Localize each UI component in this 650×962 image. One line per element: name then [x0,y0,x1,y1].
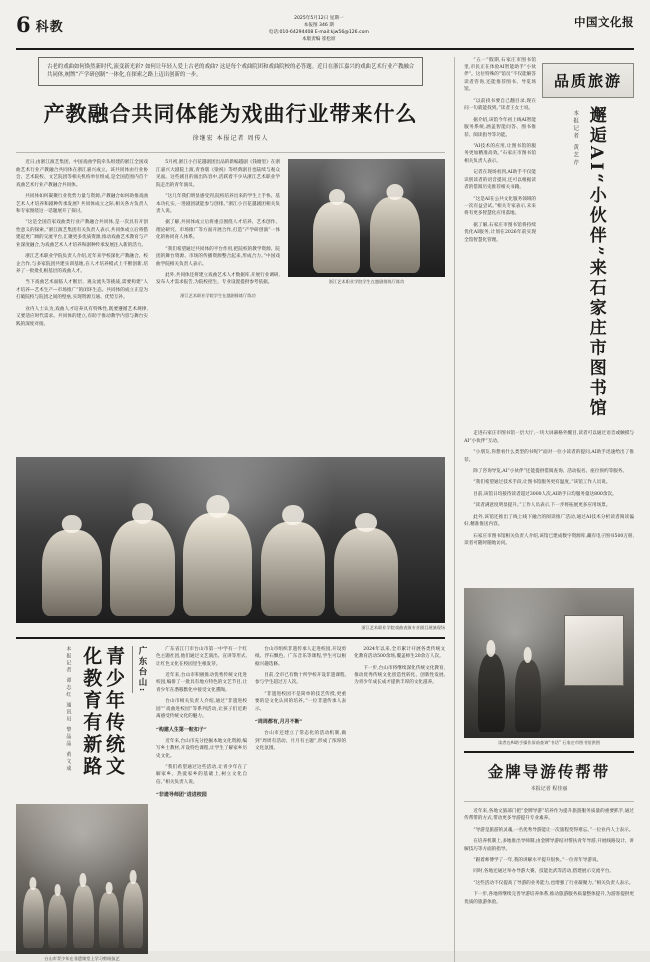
right-mid-text [464,430,634,584]
performer-figure [183,513,252,616]
paragraph: 广东省江门市台山市第一中学有一个红色主题社团,他们通过文艺演出、宣讲等形式,让红色文化在校园里生根发芽。 [156,646,248,667]
paragraph: “五一”假期,石家庄市图书馆里,市民正在体验AI智能助手“小伙伴”。这位特殊的“馆员”不仅能解答读者咨询,还能推荐图书、导览场馆。 [464,57,536,93]
right-top [464,57,634,427]
photo-caption: 浙江艺术职业学院戏曲表演专业剧目展演现场 [361,624,446,630]
section-byline: 本报记者 黄艺芹 [572,109,579,167]
paragraph: 近日,由浙江演艺集团、中国戏曲学院牵头组建的浙江全国戏曲艺术行业产教融合共同体在浙江嘉兴成立。该共同体由行业协会、艺术院校、文艺院团等相关机构单位组成,是全国范围内首个戏曲艺术行业产教融合共同体。 [16,160,148,188]
paragraph: “这是全国首家戏曲类行业产教融合共同体,是一次具有开创性意义的探索。”浙江演艺集团有关负责人表示,共同体成立后将搭建起更广阔的交流平台,汇聚更多优质资源,推动戏曲艺术教育与产业深度融合,为戏曲艺术人才培养和剧种传承发展注入新的活力。 [16,220,148,248]
feature-column-3 [354,646,445,962]
feature-column-1 [156,646,247,962]
paragraph: “我们希望通过共同体的平台作用,把院校的教学资源、院团的舞台资源、市场的传播资源整合起来,形成合力。”中国戏曲学院相关负责人表示。 [156,246,280,267]
paragraph: 目前,全市已有数十所学校开设非遗课程,参与学生超过万人次。 [255,672,347,686]
lead-photo-column [288,159,445,455]
paragraph: 据了解,共同体成立后将重点围绕人才培养、艺术创作、理论研究、市场推广等方面开展合作,打造“产学研创演”一体化的协同育人体系。 [156,220,280,241]
paragraph: “我们希望通过这些活动,让青少年在了解家乡、热爱家乡的基础上,树立文化自信。”相关负责人说。 [156,765,248,785]
paragraph: 在培养机制上,多地推出导师制,由金牌导游结对帮扶青年导游,开展线路设计、讲解技巧等方面的指导。 [464,839,634,852]
section-title: 金牌导游传帮带 [487,761,611,781]
student-figure [48,894,68,948]
masthead-left [16,14,64,35]
column-divider [454,57,455,962]
library-photo [464,588,634,738]
lead-column-1 [16,159,148,455]
feature-column-2 [255,646,346,962]
paragraph: “小朋友,你想看什么类型的书呢?”面对一位小读者的提问,AI助手迅速给出了推荐。 [464,450,634,463]
lead-headline: 产教融合共同体能为戏曲行业带来什么 [43,101,418,127]
student-figure [123,882,143,948]
paragraph: 除了咨询导览,AI“小伙伴”还能提供借阅查询、活动报名、座位预约等服务。 [473,469,627,475]
feature-byline: 本报记者 谭志红 通讯员 黎晶晶 黄文成 [65,645,72,773]
paragraph: 台山市组织非遗传承人走进校园,开设剪纸、浮石飘色、广东音乐等课程,学生可以根据兴趣选修。 [255,646,347,667]
subheading: “非遗导师团”进进校园 [156,792,207,799]
visitor-figure [478,654,505,732]
paragraph: 据介绍,该馆今年初上线AI智能服务系统,涵盖智能问答、图书推荐、阅读指导等功能。 [464,117,536,138]
brand-logo [542,63,634,98]
paragraph: 此外,该馆还推出了线上线下融合的阅读推广活动,通过AI技术分析读者阅读偏好,精准推送内容。 [464,514,634,528]
feature-body [156,646,445,962]
masthead-info [64,14,574,44]
paragraph: 近年来,各地文旅部门把“金牌导游”培养作为提升旅游服务质量的重要抓手,通过传帮带的方式,带动更多导游提升专业素养。 [464,808,634,822]
lead-byline: 徐继宏 本报记者 周传人 [192,135,269,143]
feature-title: 青少年传统文化教育有新路 [80,645,125,778]
lead-column-2 [156,159,280,455]
paragraph: 同时,各地还通过举办导游大赛、技能比武等活动,搭建展示交流平台。 [473,869,615,875]
lead-kicker: 古老的戏曲如何焕然新时代,演变新光彩? 如何让年轻人爱上古老的戏曲? 这是每个戏曲院团和戏曲院校的必答题。近日在浙江嘉兴的戏曲艺术行业产教融合共同体,树牌“产学研创制”一体化,在探索之路上迈出创新的一步。 [38,57,423,87]
opera-photo-1 [288,159,445,277]
performer-figure [334,528,398,616]
photo-caption: 读者在AI助手操作屏前查询“书话” 石家庄市图书馆供图 [498,739,600,745]
feature-section [16,646,445,962]
paragraph: 记者在现场看到,AI助手不仅能识别读者的语音提问,还可以根据读者的借阅历史推荐相关书籍。 [464,170,536,191]
paragraph: “我们希望通过技术手段,让图书馆服务更有温度。”该馆工作人员说。 [473,480,611,486]
contact-line: 电话:010-64294408 E-mail:kjw56@126.com [268,29,369,35]
section-divider [464,751,634,753]
performer-figure [313,202,360,273]
right-top-text [464,57,536,427]
paragraph: “这些活动不仅提高了导游的业务能力,也增强了行业凝聚力。”相关负责人表示。 [473,880,634,886]
right-column [464,57,634,962]
paragraph: 5月初,浙江小百花越剧团出品的新编越剧《钱塘里》在浙江嘉兴大剧院上演,青春版《梁祝》等经典剧目也陆续与观众见面。这些剧目的演出阵容中,活跃着不少从浙江艺术职业学院走出的青年演员。 [156,160,280,188]
paragraph: “导游是旅游的灵魂,一名优秀导游能让一次旅程变得难忘。”一位业内人士表示。 [473,827,634,833]
paper-name: 中国文化报 [574,15,634,29]
paragraph: 目前,该馆日均接待读者超过3000人次,AI助手日均服务量达800余次。 [473,491,617,497]
right-bottom-text [464,808,634,962]
section-divider [16,637,445,639]
visitor-figure [515,660,540,732]
classroom-photo [16,804,148,954]
performer-figure [370,197,420,273]
page-columns [16,57,634,962]
main-columns [16,57,445,962]
paragraph: 走进石家庄市图书馆一层大厅,一块大屏幕格外醒目,读者可以通过语音或触摸与AI“小伙伴”互动。 [464,431,634,444]
masthead [16,14,634,50]
paragraph: “以前找书要自己翻目录,现在问一句就能找到。”读者王女士说。 [464,98,536,112]
paragraph: 石家庄市图书馆相关负责人介绍,该馆已建成数字资源库,藏有电子图书500万册,读者可随时随地访问。 [464,533,634,547]
performer-figure [110,520,174,616]
paragraph: “这几年我们明显感受到,院校培养出来的学生上手快、基本功扎实,一进剧团就能参与创排。”浙江小百花越剧团相关负责人说。 [156,194,280,214]
section-title: 邂逅AI“小伙伴”来石家庄市图书馆 [585,105,606,419]
section-name: 科教 [35,20,64,35]
student-figure [23,888,44,948]
paragraph: 业内人士认为,戏曲人才培养具有特殊性,既要遵循艺术规律,又要适应时代需求。共同体的建立,有助于推动教学内容与舞台实践的深度对接。 [16,306,148,327]
screen-panel [564,615,624,686]
performer-figure [42,530,102,616]
paragraph: 近年来,台山市积极推动优秀传统文化进校园,编排了一批具有地方特色的文艺节目,让青少年在潜移默化中接受文化熏陶。 [156,672,248,693]
divider [16,152,445,153]
paragraph: 共同体如何凝聚行业优势力量与资源,产教融合如何助推戏曲艺术人才培养和剧种传承发展? 共同体成立之际,相关各方负责人和专家围绕这一话题展开了探讨。 [16,194,148,214]
student-figure [73,885,94,948]
paragraph: 当下戏曲艺术面临人才断层、观众流失等挑战,需要构建“人才培养—艺术生产—市场推广”的闭环生态。共同体的成立正是为打破院校与院团之间的壁垒,实现资源互通、优势互补。 [16,280,148,301]
paragraph: 浙江艺术职业学院负责人介绍,近年来学校深化产教融合、校企合作,与多家院团共建实训基地,在人才培养模式上不断创新,培养了一批批扎根基层的戏曲人才。 [16,254,148,275]
lead-body [16,159,445,455]
paragraph: “AI技术的应用,让图书馆的服务更加精准高效。”石家庄市图书馆相关负责人表示。 [464,143,536,164]
paragraph: 此外,共同体还将建立戏曲艺术人才数据库,开展行业调研,发布人才需求报告,为院校招生、专业设置提供参考依据。 [156,273,280,286]
photo-caption: 浙江艺术职业学院学生在越剧排练厅练功 [180,292,256,298]
paragraph: “这是AI在公共文化服务领域的一次有益尝试。”相关专家表示,未来将有更多智慧化应用落地。 [464,196,536,217]
divider [464,801,634,802]
brand-logo-text: 品质旅游 [553,71,622,90]
feature-label: 广东台山: [132,646,148,693]
photo-caption: 台山市青少年在非遗课堂上学习剪纸技艺 [44,955,120,961]
opera-photo-2 [16,457,445,623]
student-figure [99,892,119,948]
paragraph: “非遗进校园不是简单的技艺传授,更重要的是文化认同的培养。”一位非遗传承人表示。 [255,691,347,712]
editor-line: 本版责编 崔松原 [302,36,336,42]
right-top-aside [542,57,634,427]
photo-caption: 浙江艺术职业学院学生在越剧排练厅练功 [328,279,405,285]
section-byline: 本报记者 程佳丽 [530,785,568,792]
paragraph: 下一步,台山市将继续深化传统文化教育,推动优秀传统文化创造性转化、创新性发展,为青少年成长成才提供丰厚的文化滋养。 [354,665,446,686]
feature-heading [16,646,148,796]
subheading: “构建人生第一粒扣子” [156,726,207,733]
issue-number: 本报图 346 期 [303,22,334,28]
paragraph: 近年来,台山市充分挖掘本地文化资源,编写乡土教材,开设特色课程,让学生了解家乡历史文化。 [156,738,248,759]
paragraph: “跟着师傅学了一年,我的讲解水平提升很快。”一位青年导游说。 [473,858,602,864]
paragraph: “读者满意度明显提升。”工作人员表示,下一步将拓展更多应用场景。 [473,503,611,509]
paragraph: 台山市相关负责人介绍,通过“非遗进校园”“戏曲进校园”等系列活动,让孩子们近距离感受传统文化的魅力。 [156,699,248,720]
subheading: “周周都有,月月不断” [255,719,303,726]
page-number: 6 [16,12,31,37]
paragraph: 据了解,石家庄市图书馆将持续优化AI服务,计划在2026年前实现全馆智慧化管理。 [464,222,536,243]
paragraph: 台山市还建立了常态化的活动机制,做到“周周有活动、月月有主题”,形成了浓厚的文化氛围。 [255,731,347,752]
feature-left [16,646,148,962]
performer-figure [261,522,325,616]
paragraph: 2024年以来,全市累计开展各类传统文化教育活动500余场,覆盖师生20余万人次。 [354,646,446,660]
section-heading-vertical [542,106,634,419]
paragraph: 下一步,各地将继续完善导游培养体系,推动旅游服务质量整体提升,为游客提供更优质的旅游体验。 [464,892,634,905]
issue-date: 2025年5月12日 星期一 [294,16,344,21]
photo-scene [288,159,445,277]
